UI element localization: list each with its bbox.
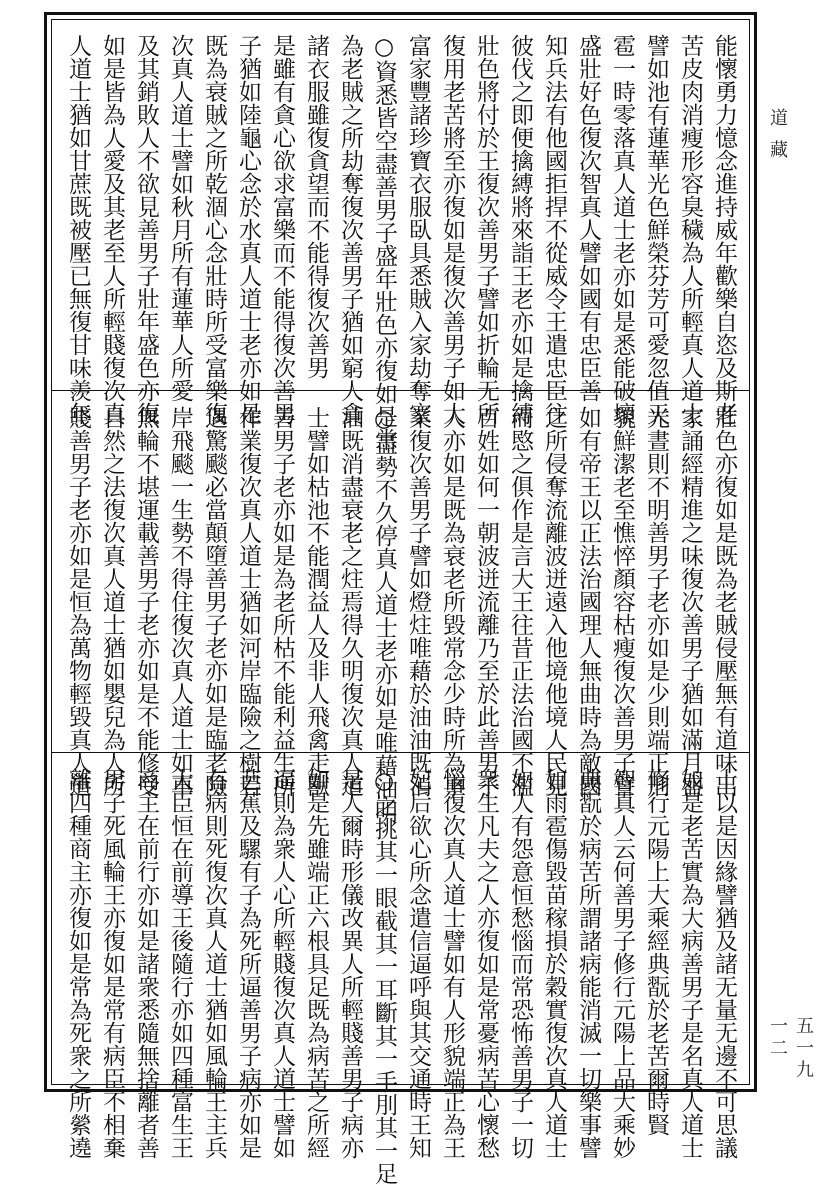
text-column: 無輪不堪運載善男子老亦如是不能修受	[133, 406, 159, 797]
band-divider	[52, 390, 749, 391]
text-column: 壯色亦復如是既為老賊侵壓無有道味出	[711, 406, 737, 797]
text-column: 士譬如枯池不能潤益人及非人飛禽走獸	[303, 406, 329, 797]
text-column: 是人爾時形儀改異人所輕賤善男子病亦	[337, 768, 363, 1159]
text-band-bottom	[52, 754, 749, 1185]
column-group	[64, 34, 737, 451]
text-band-middle	[52, 392, 749, 823]
text-column: 如人有怨意恒愁惱而常恐怖善男子一切	[507, 768, 533, 1159]
text-column: 壯色將付於王復次善男子譬如折輪无所	[473, 34, 499, 425]
text-column: 離四種商主亦復如是常為死衆之所縈遶	[65, 768, 91, 1159]
text-column: 士以是因緣譬猶及諸无量无邊不可思議	[711, 768, 737, 1159]
text-column: 油既消盡衰老之炷焉得久明復次真人道	[337, 406, 363, 797]
text-column: 妃后欲心所念遣信逼呼與其交通時王知	[405, 768, 431, 1159]
text-column: 苦皮肉消瘦形容臭穢為人所輕真人道士	[677, 34, 703, 425]
page-frame	[44, 12, 757, 1185]
text-column: 為老賊之所劫奪復次善男子猶如窮人貪	[337, 34, 363, 425]
page-number: 五一九一二	[767, 1016, 814, 1082]
text-column: 逼則為衆人心所輕賤復次真人道士譬如	[269, 768, 295, 1159]
text-column: 次真人道士譬如秋月所有蓮華人所愛	[167, 34, 193, 402]
text-column: 賤善男子老亦如是恒為萬物輕毀真人道	[65, 406, 91, 797]
text-column: ○盡勢不久停真人道士老亦如是唯藉油明	[371, 406, 397, 823]
text-column: 貌鮮潔老至憔悴顏容枯瘦復次善男子譬	[609, 406, 635, 797]
text-column: 智真人云何善男子修行元陽上品大乘妙	[609, 768, 635, 1159]
page-inner-border	[51, 19, 750, 1185]
text-column: ○之挑其一眼截其一耳斷其一手刖其一足	[371, 768, 397, 1185]
text-column: 而愍之俱作是言大王往昔正法治國不濫	[507, 406, 533, 797]
text-column: 業復次善男子譬如燈炷唯藉於油油既消	[405, 406, 431, 797]
text-column: 如是皆為人愛及其老至人所輕賤復次真	[99, 34, 125, 425]
text-column: 復用老苦將至亦復如是復次善男子如大	[439, 34, 465, 425]
text-column: 百姓如何一朝波迸流離乃至於此善男子	[473, 406, 499, 797]
text-column: 光晝則不明善男子老亦如是少則端正刑	[643, 406, 669, 797]
text-column: 商主在前行亦如是諸衆悉隨無捨離者善	[133, 768, 159, 1159]
text-column: 雹一時零落真人道士老亦如是悉能破壞	[609, 34, 635, 425]
text-column: 修行元陽上大乘經典翫於老苦爾時賢	[643, 768, 669, 1136]
text-column: 富家豐諸珍寶衣服臥具悉賊入家劫奪家	[405, 34, 431, 425]
text-column: 善男子老亦如是為老所枯不能利益生所	[269, 406, 295, 797]
text-column: 衆生凡夫之人亦復如是常憂病苦心懷愁	[473, 768, 499, 1159]
text-column: 大臣恒在前導王後隨行亦如四種富生王	[167, 768, 193, 1159]
text-column: 典翫於病苦所謂諸病能消滅一切樂事譬	[575, 768, 601, 1159]
text-column: 自然之法復次真人道士猶如嬰兒為人所	[99, 406, 125, 797]
text-column: 芭蕉及騾有子為死所逼善男子病亦如是	[235, 768, 261, 1159]
text-column: 遇驚颷必當顛墮善男子老亦如是臨老險	[201, 406, 227, 797]
column-group	[64, 768, 737, 1185]
text-column: 既為衰賊之所乾涸心念壯時所受富樂復	[201, 34, 227, 425]
text-column: 人亦如是既為衰老所毀常念少時所為事	[439, 406, 465, 797]
text-column: ○資悉皆空盡善男子盛年壯色亦復如是常	[371, 34, 397, 451]
collection-title: 道藏	[767, 108, 788, 172]
text-column: 如有帝王以正法治國理人無曲時為敵國	[575, 406, 601, 797]
text-column: 男子死風輪王亦復如是常有病臣不相棄	[99, 768, 125, 1159]
text-column: 盛壯好色復次智真人譬如國有忠臣善	[575, 34, 601, 402]
text-column: 譬如池有蓮華光色鮮榮芬芳可愛忽值天	[643, 34, 669, 425]
text-column: 諸衣服雖復貪望而不能得復次善男	[303, 34, 329, 379]
text-column: 作業復次真人道士猶如河岸臨險之樹若	[235, 406, 261, 797]
text-column: 彼伐之即便擒縛將來詣王老亦如是擒縛	[507, 34, 533, 425]
text-column: 如雨雹傷毀苗稼損於穀實復次真人道士	[541, 768, 567, 1159]
text-band-top	[52, 20, 749, 451]
text-column: 知兵法有他國拒捍不從威令王遣忠臣往	[541, 34, 567, 425]
text-column: 人道士猶如甘蔗既被壓已無復甘味羨年	[65, 34, 91, 425]
text-column: 子猶如陸龜心念於水真人道士老亦如是	[235, 34, 261, 425]
text-column: 有病則死復次真人道士猶如風輪王主兵	[201, 768, 227, 1159]
text-column: 是雖有貪心欲求富樂而不能得復次善男	[269, 34, 295, 425]
text-column: 之所侵奪流離波迸遠入他境他境人民見	[541, 406, 567, 797]
text-column: 如是老苦實為大病善男子是名真人道士	[677, 768, 703, 1159]
text-column: 如是先雖端正六根具足既為病苦之所經	[303, 768, 329, 1159]
column-group	[64, 406, 737, 823]
text-column: 家誦經精進之味復次善男子猶如滿月盛	[677, 406, 703, 797]
text-column: 及其銷敗人不欲見善男子壯年盛色亦復	[133, 34, 159, 425]
text-column: 能懷勇力憶念進持威年歡樂自恣及斯老	[711, 34, 737, 425]
text-column: 惱復次真人道士譬如有人形貌端正為王	[439, 768, 465, 1159]
band-divider	[52, 752, 749, 753]
text-column: 岸飛颷一生勢不得住復次真人道士如車	[167, 406, 193, 797]
